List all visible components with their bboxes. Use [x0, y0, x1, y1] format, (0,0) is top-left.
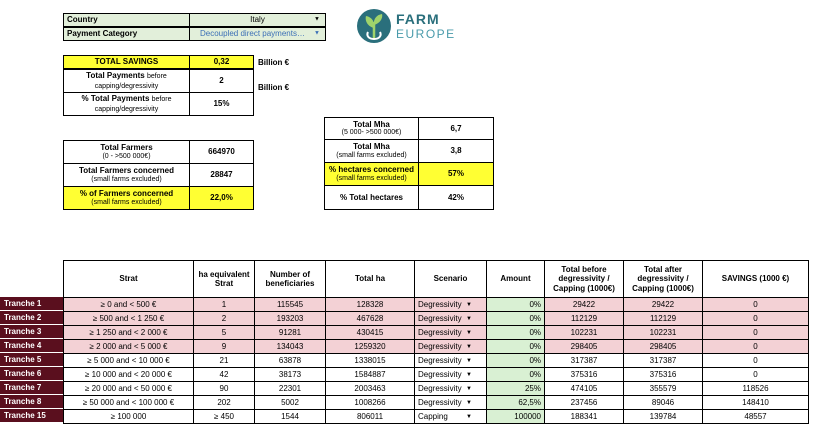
- scenario-value: Degressivity: [418, 370, 462, 379]
- chevron-down-icon: ▼: [466, 413, 472, 420]
- ha-equivalent-cell: 9: [194, 340, 255, 354]
- table-row: [64, 312, 809, 326]
- savings-cell: 0: [703, 298, 809, 312]
- amount-input[interactable]: 0%: [487, 368, 545, 382]
- total-savings-value: 0,32: [189, 55, 254, 69]
- total-mha-excluded-label: Total Mha (small farms excluded): [324, 139, 419, 163]
- amount-input[interactable]: 62,5%: [487, 396, 545, 410]
- total-before-cell: 298405: [545, 340, 624, 354]
- savings-cell: 118526: [703, 382, 809, 396]
- pct-payments-value: 15%: [189, 92, 254, 116]
- table-row: [64, 326, 809, 340]
- total-ha-cell: 430415: [326, 326, 415, 340]
- pct-hectares-concerned-label: % hectares concerned (small farms excluded): [324, 162, 419, 186]
- col-strat: Strat: [64, 261, 194, 298]
- savings-cell: 0: [703, 368, 809, 382]
- total-mha-label: Total Mha (5 000- >500 000€): [324, 117, 419, 140]
- amount-input[interactable]: 100000: [487, 410, 545, 424]
- scenario-dropdown[interactable]: [415, 340, 487, 354]
- payment-category-dropdown[interactable]: [189, 27, 326, 41]
- logo-farm-text: FARM: [396, 11, 440, 27]
- scenario-value: Degressivity: [418, 314, 462, 323]
- chevron-down-icon: ▼: [466, 315, 472, 322]
- beneficiaries-cell: 1544: [255, 410, 326, 424]
- total-before-cell: 102231: [545, 326, 624, 340]
- strat-cell: ≥ 10 000 and < 20 000 €: [64, 368, 194, 382]
- country-dropdown[interactable]: [189, 13, 326, 27]
- ha-equivalent-cell: ≥ 450: [194, 410, 255, 424]
- beneficiaries-cell: 38173: [255, 368, 326, 382]
- total-before-cell: 112129: [545, 312, 624, 326]
- tranche-label: Tranche 6: [0, 367, 63, 381]
- scenario-dropdown[interactable]: [415, 298, 487, 312]
- scenario-dropdown[interactable]: [415, 368, 487, 382]
- beneficiaries-cell: 193203: [255, 312, 326, 326]
- savings-cell: 0: [703, 340, 809, 354]
- pct-total-hectares-value: 42%: [418, 185, 494, 210]
- pct-payments-label: % Total Payments before capping/degressivity: [63, 92, 190, 116]
- total-ha-cell: 806011: [326, 410, 415, 424]
- total-before-cell: 188341: [545, 410, 624, 424]
- ha-equivalent-cell: 202: [194, 396, 255, 410]
- strat-cell: ≥ 5 000 and < 10 000 €: [64, 354, 194, 368]
- tranche-label: Tranche 15: [0, 409, 63, 423]
- strat-cell: ≥ 20 000 and < 50 000 €: [64, 382, 194, 396]
- total-after-cell: 375316: [624, 368, 703, 382]
- total-after-cell: 355579: [624, 382, 703, 396]
- scenario-dropdown[interactable]: [415, 410, 487, 424]
- col-beneficiaries: Number of beneficiaries: [255, 261, 326, 298]
- tranche-label: Tranche 4: [0, 339, 63, 353]
- tranche-label: Tranche 5: [0, 353, 63, 367]
- col-total-ha: Total ha: [326, 261, 415, 298]
- scenario-value: Capping: [418, 412, 448, 421]
- total-after-cell: 139784: [624, 410, 703, 424]
- table-row: [64, 396, 809, 410]
- total-before-cell: 474105: [545, 382, 624, 396]
- farmers-concerned-label: Total Farmers concerned (small farms excluded): [63, 163, 190, 187]
- strat-cell: ≥ 500 and < 1 250 €: [64, 312, 194, 326]
- total-ha-cell: 1584887: [326, 368, 415, 382]
- scenario-value: Degressivity: [418, 342, 462, 351]
- beneficiaries-cell: 134043: [255, 340, 326, 354]
- beneficiaries-cell: 22301: [255, 382, 326, 396]
- beneficiaries-cell: 115545: [255, 298, 326, 312]
- table-row: [64, 298, 809, 312]
- savings-cell: 48557: [703, 410, 809, 424]
- tranche-label: Tranche 8: [0, 395, 63, 409]
- strat-cell: ≥ 2 000 and < 5 000 €: [64, 340, 194, 354]
- col-ha-equivalent: ha equivalent Strat: [194, 261, 255, 298]
- savings-cell: 0: [703, 354, 809, 368]
- col-total-after: Total after degressivity / Capping (1000€): [624, 261, 703, 298]
- savings-cell: 0: [703, 312, 809, 326]
- table-row: [64, 368, 809, 382]
- chevron-down-icon: ▼: [466, 343, 472, 350]
- total-farmers-value: 664970: [189, 140, 254, 164]
- scenario-dropdown[interactable]: [415, 396, 487, 410]
- tranche-label: Tranche 2: [0, 311, 63, 325]
- scenario-dropdown[interactable]: [415, 382, 487, 396]
- leaf-icon: [356, 8, 392, 44]
- payment-category-label: Payment Category: [63, 27, 190, 41]
- tranche-label: Tranche 3: [0, 325, 63, 339]
- total-mha-value: 6,7: [418, 117, 494, 140]
- total-ha-cell: 467628: [326, 312, 415, 326]
- total-ha-cell: 1259320: [326, 340, 415, 354]
- strat-cell: ≥ 1 250 and < 2 000 €: [64, 326, 194, 340]
- scenario-value: Degressivity: [418, 384, 462, 393]
- strat-cell: ≥ 50 000 and < 100 000 €: [64, 396, 194, 410]
- beneficiaries-cell: 5002: [255, 396, 326, 410]
- total-mha-excluded-value: 3,8: [418, 139, 494, 163]
- pct-farmers-concerned-label: % of Farmers concerned (small farms excluded): [63, 186, 190, 210]
- ha-equivalent-cell: 5: [194, 326, 255, 340]
- chevron-down-icon: ▼: [466, 301, 472, 308]
- col-scenario: Scenario: [415, 261, 487, 298]
- scenario-dropdown[interactable]: [415, 354, 487, 368]
- strat-cell: ≥ 100 000: [64, 410, 194, 424]
- total-ha-cell: 1338015: [326, 354, 415, 368]
- chevron-down-icon: ▼: [314, 16, 320, 23]
- savings-cell: 0: [703, 326, 809, 340]
- table-row: [64, 354, 809, 368]
- amount-input[interactable]: 0%: [487, 354, 545, 368]
- table-row: [64, 340, 809, 354]
- amount-input[interactable]: 0%: [487, 326, 545, 340]
- total-ha-cell: 2003463: [326, 382, 415, 396]
- pct-farmers-concerned-value: 22,0%: [189, 186, 254, 210]
- chevron-down-icon: ▼: [466, 385, 472, 392]
- amount-input[interactable]: 0%: [487, 298, 545, 312]
- table-header-row: [64, 261, 809, 298]
- total-after-cell: 29422: [624, 298, 703, 312]
- total-after-cell: 298405: [624, 340, 703, 354]
- amount-input[interactable]: 25%: [487, 382, 545, 396]
- total-after-cell: 102231: [624, 326, 703, 340]
- country-value: Italy: [250, 15, 265, 25]
- chevron-down-icon: ▼: [466, 329, 472, 336]
- country-label: Country: [63, 13, 190, 27]
- chevron-down-icon: ▼: [466, 357, 472, 364]
- amount-input[interactable]: 0%: [487, 340, 545, 354]
- farm-europe-logo: [356, 8, 466, 44]
- ha-equivalent-cell: 42: [194, 368, 255, 382]
- table-row: [64, 410, 809, 424]
- table-row: [64, 382, 809, 396]
- scenario-value: Degressivity: [418, 300, 462, 309]
- total-after-cell: 89046: [624, 396, 703, 410]
- col-savings: SAVINGS (1000 €): [703, 261, 809, 298]
- amount-input[interactable]: 0%: [487, 312, 545, 326]
- total-before-cell: 317387: [545, 354, 624, 368]
- chevron-down-icon: ▼: [314, 30, 320, 37]
- pct-total-hectares-label: % Total hectares: [324, 185, 419, 210]
- farmers-concerned-value: 28847: [189, 163, 254, 187]
- total-farmers-label: Total Farmers (0 - >500 000€): [63, 140, 190, 164]
- col-amount: Amount: [487, 261, 545, 298]
- scenario-value: Degressivity: [418, 356, 462, 365]
- scenario-dropdown[interactable]: [415, 312, 487, 326]
- ha-equivalent-cell: 1: [194, 298, 255, 312]
- total-before-cell: 29422: [545, 298, 624, 312]
- tranche-label: Tranche 7: [0, 381, 63, 395]
- beneficiaries-cell: 91281: [255, 326, 326, 340]
- total-payments-label: Total Payments before capping/degressivity: [63, 69, 190, 93]
- total-savings-label: TOTAL SAVINGS: [63, 55, 190, 69]
- chevron-down-icon: ▼: [466, 371, 472, 378]
- total-before-cell: 375316: [545, 368, 624, 382]
- ha-equivalent-cell: 90: [194, 382, 255, 396]
- total-after-cell: 317387: [624, 354, 703, 368]
- total-after-cell: 112129: [624, 312, 703, 326]
- ha-equivalent-cell: 21: [194, 354, 255, 368]
- total-ha-cell: 128328: [326, 298, 415, 312]
- tranche-table: [63, 260, 809, 424]
- scenario-dropdown[interactable]: [415, 326, 487, 340]
- total-payments-unit: Billion €: [258, 83, 290, 92]
- total-before-cell: 237456: [545, 396, 624, 410]
- total-ha-cell: 1008266: [326, 396, 415, 410]
- tranche-label: Tranche 1: [0, 297, 63, 311]
- payment-category-value: Decoupled direct payments…: [200, 29, 305, 39]
- strat-cell: ≥ 0 and < 500 €: [64, 298, 194, 312]
- ha-equivalent-cell: 2: [194, 312, 255, 326]
- logo-europe-text: EUROPE: [396, 27, 456, 41]
- beneficiaries-cell: 63878: [255, 354, 326, 368]
- scenario-value: Degressivity: [418, 328, 462, 337]
- chevron-down-icon: ▼: [466, 399, 472, 406]
- total-payments-value: 2: [189, 69, 254, 93]
- pct-hectares-concerned-value: 57%: [418, 162, 494, 186]
- col-total-before: Total before degressivity / Capping (1000€): [545, 261, 624, 298]
- total-savings-unit: Billion €: [258, 58, 290, 67]
- savings-cell: 148410: [703, 396, 809, 410]
- scenario-value: Degressivity: [418, 398, 462, 407]
